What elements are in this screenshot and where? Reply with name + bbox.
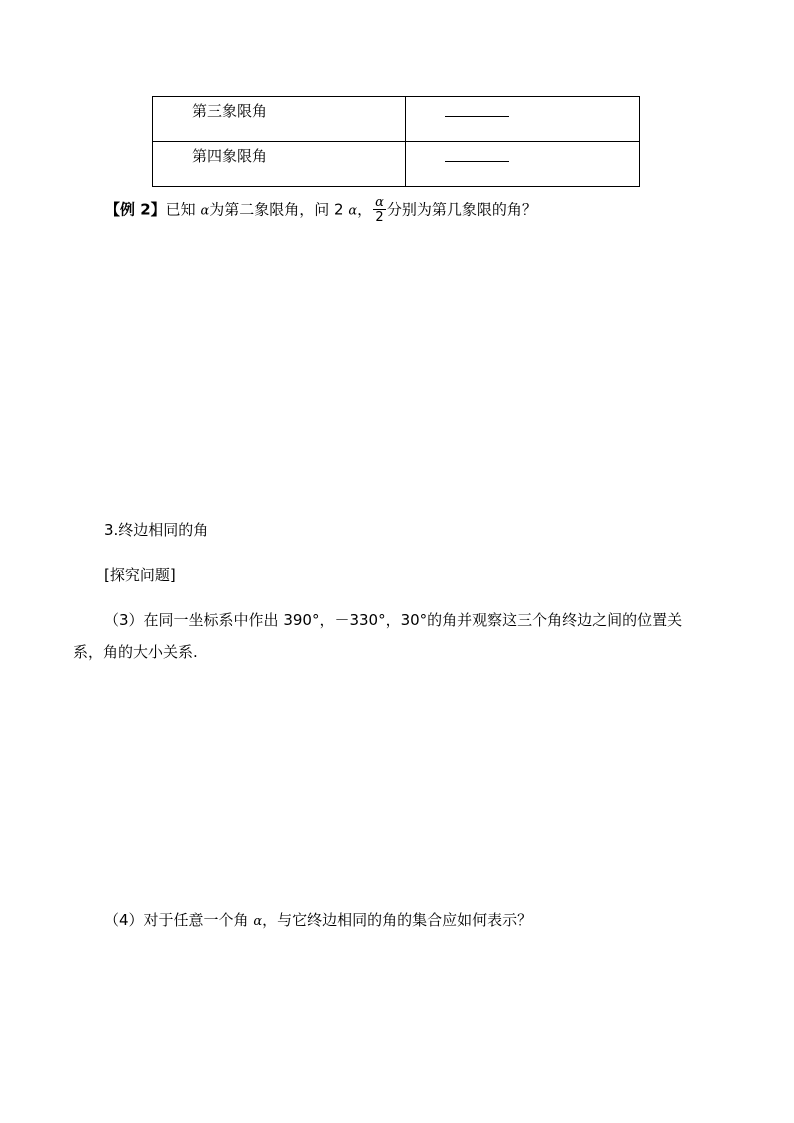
- table-cell-label: [153, 142, 406, 187]
- quadrant-table: [152, 96, 640, 187]
- fraction-alpha-over-2: [373, 196, 386, 224]
- fraction-denominator: 2: [375, 210, 384, 225]
- table-cell-answer: [406, 97, 640, 142]
- question-3-line-2: 系，角的大小关系.: [73, 643, 198, 661]
- alpha-symbol: α: [200, 203, 210, 219]
- explore-heading: [探究问题]: [104, 566, 176, 584]
- answer-blank: [445, 116, 509, 117]
- question-text: ，与它终边相同的角的集合应如何表示？: [262, 911, 533, 929]
- alpha-symbol: α: [253, 914, 263, 929]
- example-text: 分别为第几象限的角？: [386, 200, 537, 219]
- table-cell-answer: [406, 142, 640, 187]
- section-heading: 3.终边相同的角: [104, 521, 209, 539]
- question-4: [104, 909, 532, 930]
- question-text: （4）对于任意一个角: [104, 911, 254, 929]
- example-tag: 【例 2】: [105, 200, 166, 219]
- row-label: 第四象限角: [192, 147, 268, 165]
- table-cell-label: [153, 97, 406, 142]
- example-text: ，: [357, 200, 373, 219]
- example-2-question: [105, 196, 537, 224]
- fraction-numerator: α: [375, 195, 384, 210]
- table-row: [153, 142, 640, 187]
- example-text: 已知: [165, 200, 201, 219]
- row-label: 第三象限角: [192, 102, 268, 120]
- table-row: [153, 97, 640, 142]
- question-3-line-1: （3）在同一坐标系中作出 390°，－330°，30°的角并观察这三个角终边之间的位置关: [104, 611, 683, 629]
- example-text: 为第二象限角，问 2: [209, 200, 349, 219]
- alpha-symbol: α: [348, 203, 358, 219]
- answer-blank: [445, 161, 509, 162]
